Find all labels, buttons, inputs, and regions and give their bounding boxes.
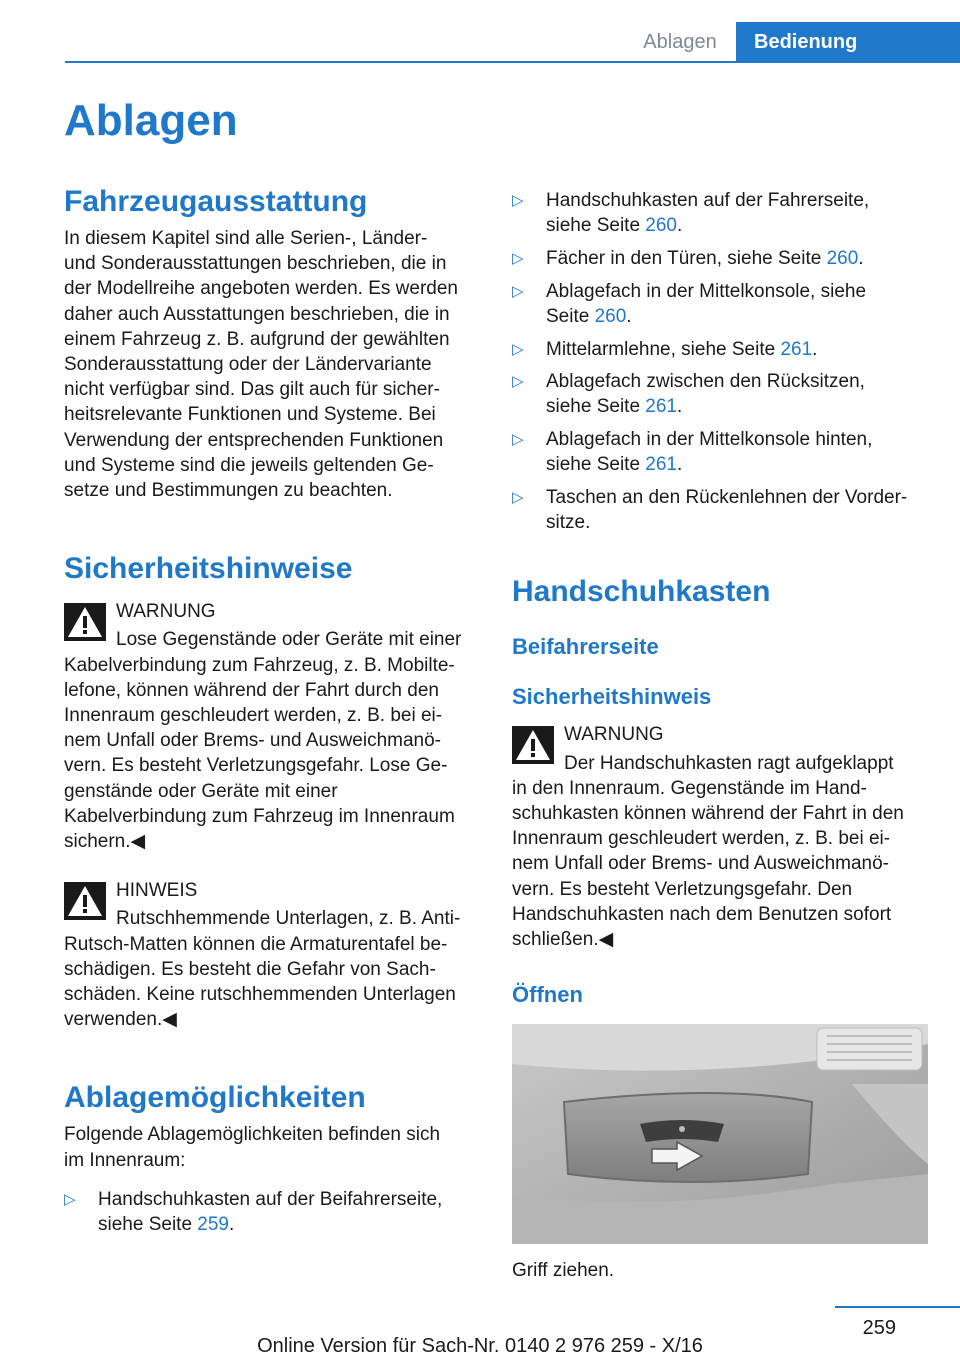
warning-icon bbox=[512, 726, 554, 764]
list-item: ▷ Handschuhkasten auf der Fahrerseite, siehe Seite 260. bbox=[512, 190, 870, 237]
list-item: ▷ Ablagefach zwischen den Rücksitzen, siehe Seite 261. bbox=[512, 371, 865, 418]
left-column bbox=[64, 182, 480, 1245]
triangle-bullet-icon: ▷ bbox=[512, 192, 524, 209]
list-item: ▷ Taschen an den Rückenlehnen der Vorder‐ sitze. bbox=[512, 487, 908, 534]
triangle-bullet-icon: ▷ bbox=[512, 431, 524, 449]
heading-safety: Sicherheitshinweise bbox=[64, 552, 353, 586]
notice-icon bbox=[64, 882, 106, 920]
triangle-bullet-icon: ▷ bbox=[512, 489, 524, 507]
list-item: ▷ Ablagefach in der Mittelkonsole, siehe Seite 260. bbox=[512, 280, 867, 327]
warning-text: Der Handschuhkasten ragt aufgeklappt in den Innenraum. Gegenstände im Hand‐ schuhkasten können während der Fahrt in den Innenraum geschleudert werden, z. B. bei ei‐ nem Unfall oder Brems- und Ausweichmanö‐ vern. Es besteht Verletzungsgefahr. Den Handschuhkasten nach dem Benutzen sofort schließen.◀ bbox=[512, 752, 904, 951]
notice-text: Rutschhemmende Unterlagen, z. B. Anti- Rutsch-Matten können die Armaturentafel be‐ schädigen. Es besteht die Gefahr von Sach‐ schäden. Keine rutschhemmenden Unterlagen verwenden.◀ bbox=[64, 908, 461, 1031]
photo-caption: Griff ziehen. bbox=[512, 1260, 615, 1282]
list-item: ▷ Ablagefach in der Mittelkonsole hinten, siehe Seite 261. bbox=[512, 429, 873, 476]
heading-equipment: Fahrzeugausstattung bbox=[64, 185, 368, 218]
page-link[interactable]: 260 bbox=[645, 215, 677, 237]
page-link[interactable]: 259 bbox=[197, 1214, 229, 1236]
notice-title: HINWEIS bbox=[116, 880, 198, 902]
glovebox-photo bbox=[512, 1024, 928, 1244]
storage-intro: Folgende Ablagemöglichkeiten befinden sich im Innenraum: bbox=[64, 1124, 441, 1171]
tab-chapter[interactable]: Bedienung bbox=[736, 22, 960, 62]
heading-storage: Ablagemöglichkeiten bbox=[64, 1081, 366, 1115]
page-link[interactable]: 261 bbox=[645, 454, 677, 476]
storage-list bbox=[64, 1187, 480, 1237]
warning-title: WARNUNG bbox=[564, 724, 664, 746]
triangle-bullet-icon: ▷ bbox=[512, 340, 524, 358]
heading-safety-note: Sicherheitshinweis bbox=[512, 684, 712, 710]
page-link[interactable]: 260 bbox=[594, 305, 627, 327]
warning-box bbox=[64, 599, 480, 854]
storage-list-continued bbox=[512, 188, 928, 535]
equipment-text: In diesem Kapitel sind alle Serien-, Länder- und Sonderausstattungen beschrieben, die in der Modellreihe angeboten werden. Es werden daher auch Ausstattungen beschrieben, die in einem Fahrzeug z. B. aufgrund der gewählten Sonderausstattung oder der Ländervariante nicht verfügbar sind. Das gilt auch für sicher‐ heitsrelevante Funktionen und Systeme. Bei Verwendung der entsprechenden Funktionen und Systeme sind die jeweils geltenden Ge‐ setze und Bestimmungen zu beachten. bbox=[64, 228, 458, 502]
list-item: ▷ Handschuhkasten auf der Beifahrerseite, siehe Seite 259. bbox=[64, 1188, 443, 1236]
triangle-bullet-icon: ▷ bbox=[512, 249, 524, 267]
page-link[interactable]: 261 bbox=[780, 338, 813, 360]
warning-box bbox=[512, 722, 928, 952]
heading-glovebox: Handschuhkasten bbox=[512, 575, 771, 609]
heading-passenger-side: Beifahrerseite bbox=[512, 634, 659, 660]
tab-section[interactable]: Ablagen bbox=[643, 31, 717, 53]
warning-text: Lose Gegenstände oder Geräte mit einer Kabelverbindung zum Fahrzeug, z. B. Mobilte‐ lefone, können während der Fahrt durch den Innenraum geschleudert werden, z. B. bei ei‐ nem Unfall oder Brems- und Ausweichmanö‐ vern. Es besteht Verletzungsgefahr. Lose Ge‐ genstände oder Geräte mit einer Kabelverbindung zum Fahrzeug im Innenraum sichern.◀ bbox=[64, 629, 462, 853]
page-number: 259 bbox=[862, 1317, 896, 1339]
footer-text: Online Version für Sach-Nr. 0140 2 976 259 - X/16 bbox=[257, 1335, 703, 1357]
notice-box bbox=[64, 878, 480, 1032]
warning-icon bbox=[64, 603, 106, 641]
footer-rule bbox=[835, 1306, 960, 1308]
triangle-bullet-icon: ▷ bbox=[512, 282, 524, 300]
right-column bbox=[512, 188, 928, 1283]
heading-open: Öffnen bbox=[512, 982, 583, 1008]
list-item: ▷ Fächer in den Türen, siehe Seite 260. bbox=[512, 246, 928, 271]
warning-title: WARNUNG bbox=[116, 601, 216, 623]
triangle-bullet-icon: ▷ bbox=[512, 373, 524, 391]
page-title: Ablagen bbox=[64, 96, 238, 145]
page-link[interactable]: 260 bbox=[826, 247, 859, 269]
triangle-bullet-icon: ▷ bbox=[64, 1190, 76, 1208]
list-item: ▷ Mittelarmlehne, siehe Seite 261. bbox=[512, 337, 928, 362]
page-link[interactable]: 261 bbox=[645, 396, 677, 418]
